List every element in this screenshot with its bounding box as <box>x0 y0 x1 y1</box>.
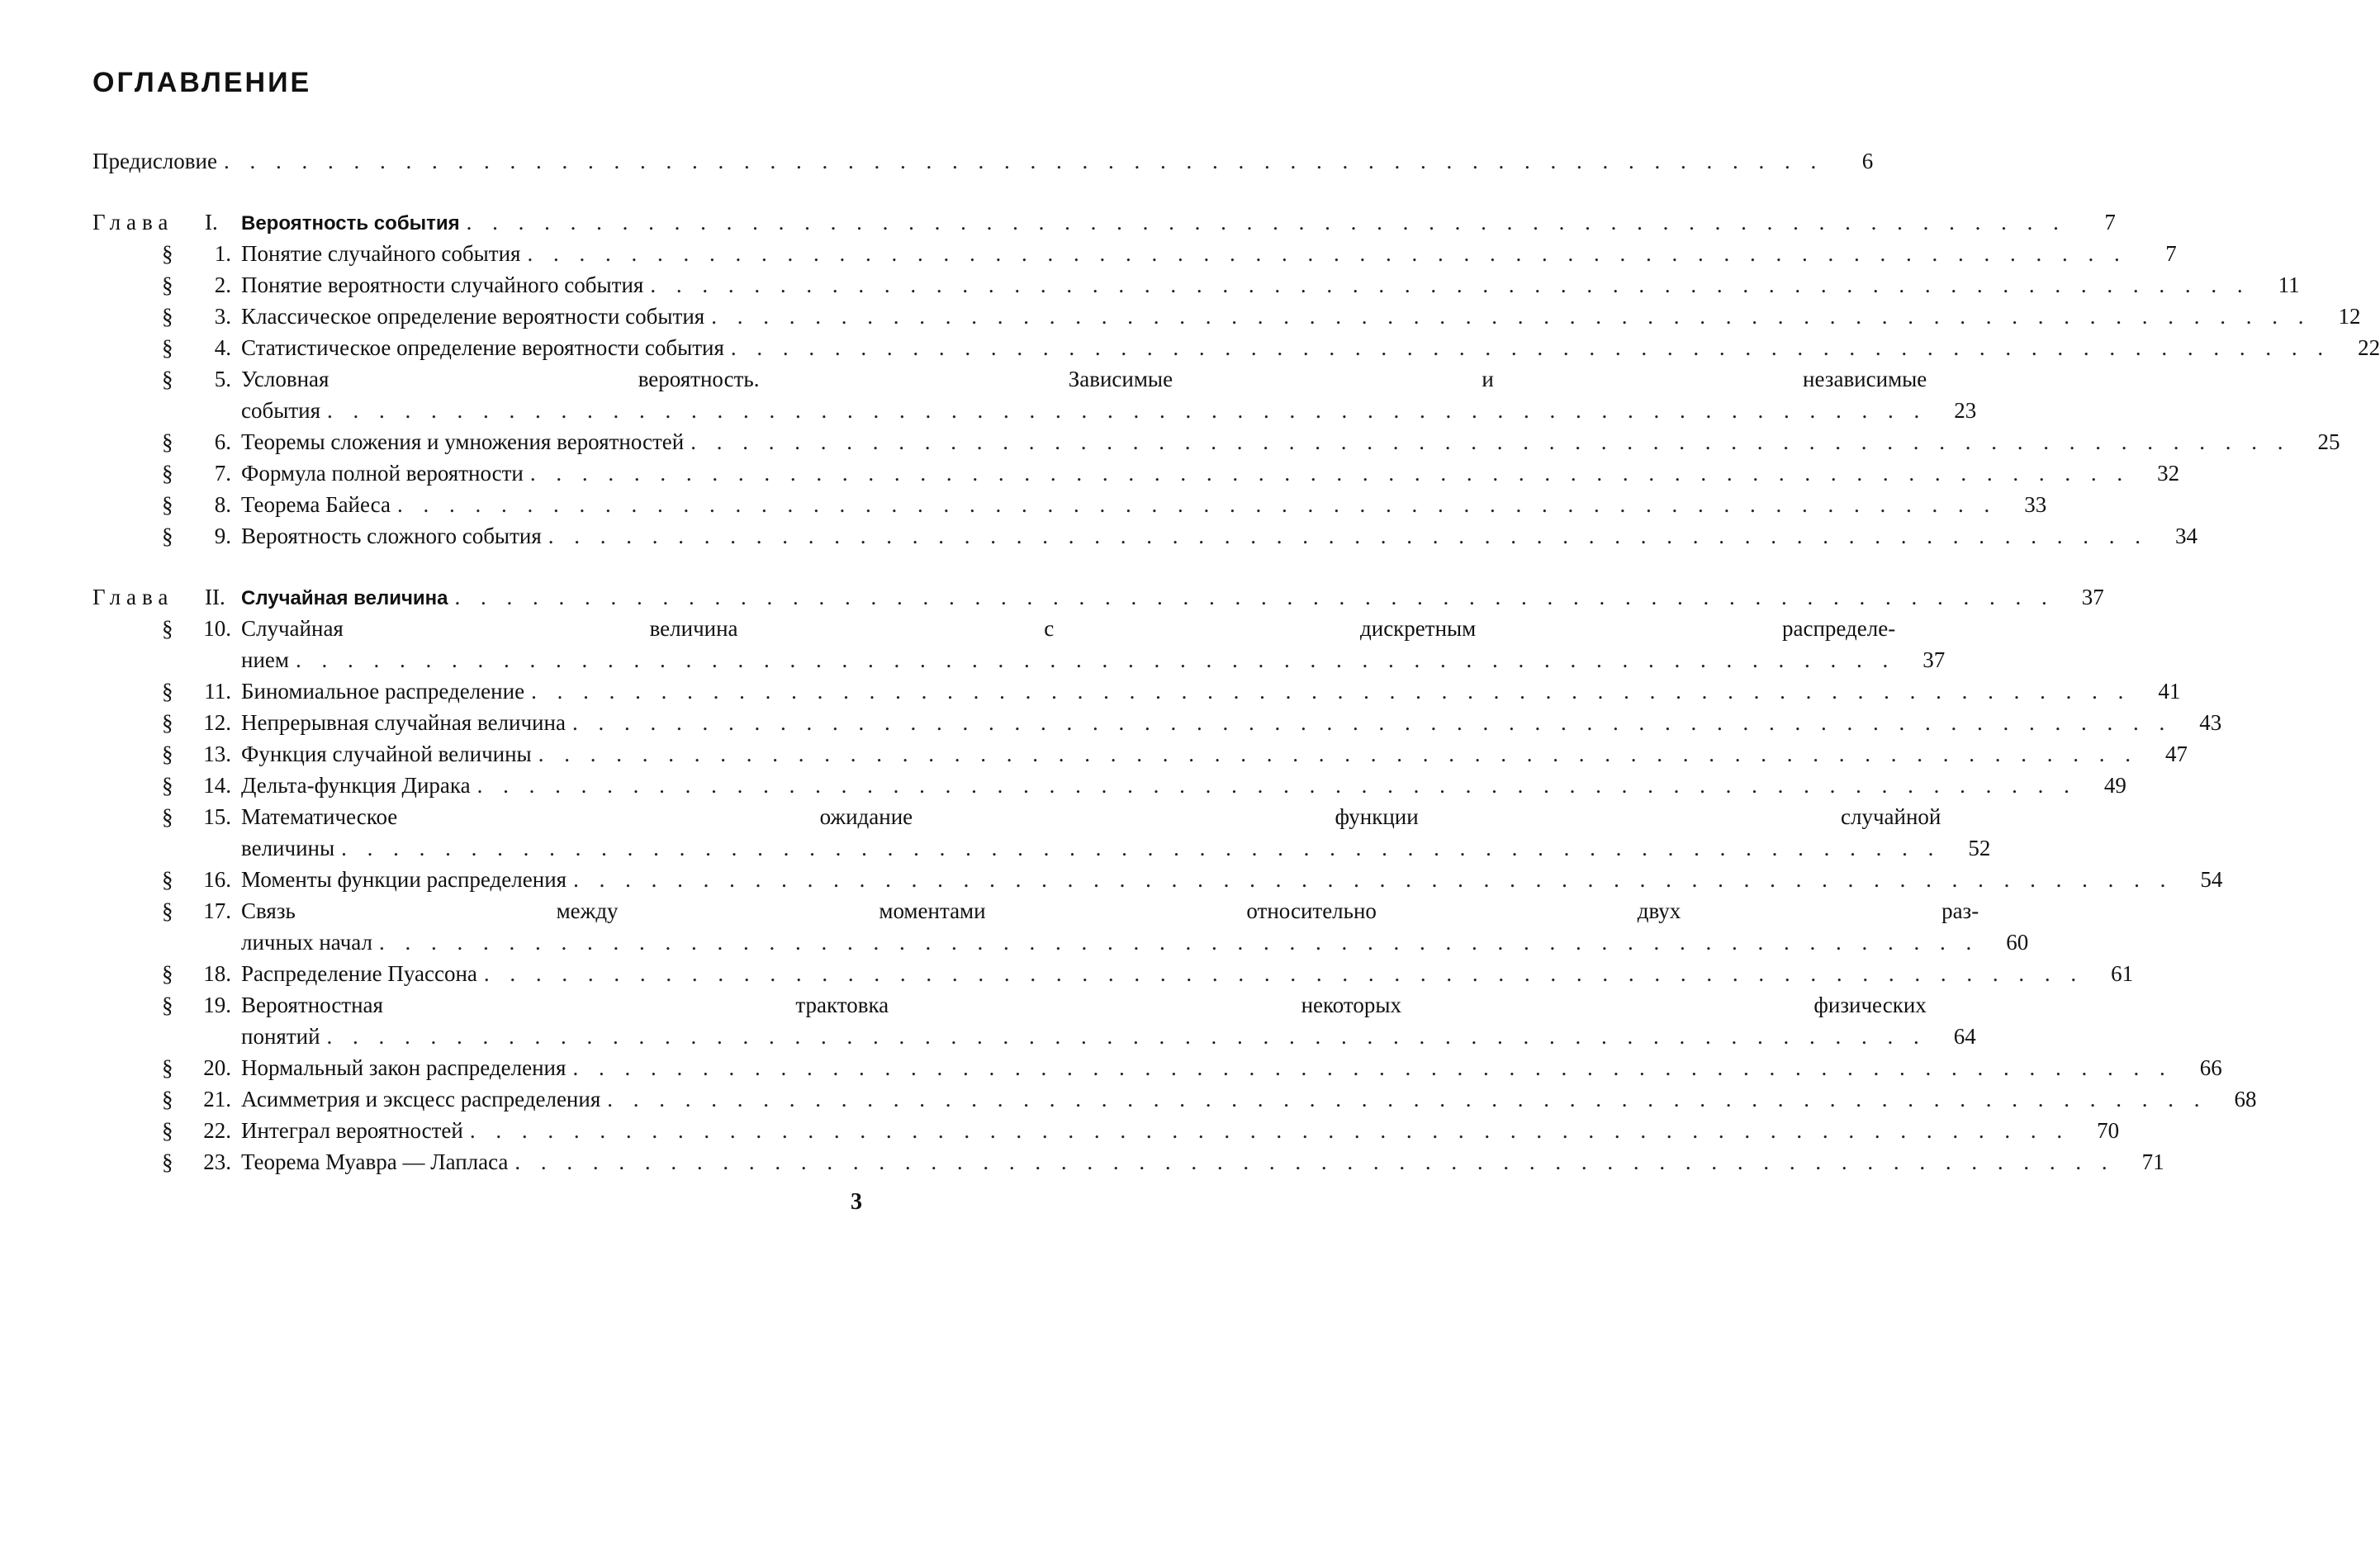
section-number: 22. <box>203 1118 231 1143</box>
section-number: 15. <box>203 804 231 829</box>
chapter-1 <box>92 206 2380 552</box>
section-title: Теорема Байеса <box>241 492 391 517</box>
section-title: понятий <box>241 1024 320 1049</box>
section-title-line: Условная вероятность. Зависимые и независимые <box>241 367 1927 391</box>
section-last-line <box>241 675 2180 707</box>
section-sign: § <box>162 679 173 704</box>
section-sign: § <box>162 492 173 517</box>
leader-dots <box>531 675 2131 707</box>
toc-entry-section[interactable] <box>162 238 2177 269</box>
section-sign: § <box>162 773 173 798</box>
section-page: 11 <box>2278 273 2300 297</box>
section-sign: § <box>162 742 173 766</box>
toc-entry-section[interactable] <box>162 707 2222 738</box>
section-page: 49 <box>2103 773 2126 798</box>
section-title: нием <box>241 647 289 672</box>
section-number: 5. <box>214 367 231 391</box>
sections-list <box>162 238 2380 552</box>
chapter-number: II. <box>205 585 225 609</box>
section-page: 54 <box>2200 867 2223 892</box>
section-number: 7. <box>214 461 231 486</box>
leader-dots <box>690 426 2290 457</box>
chapter-heading-row[interactable] <box>92 581 2104 613</box>
leader-dots <box>572 1052 2172 1083</box>
section-body <box>241 301 2360 332</box>
preface-title: Предисловие <box>92 149 217 173</box>
section-page: 66 <box>2199 1055 2222 1080</box>
leader-dots <box>379 927 1979 958</box>
chapters-list <box>92 206 2380 1178</box>
toc-entry-section[interactable] <box>162 1146 2164 1178</box>
leader-dots <box>397 489 1997 520</box>
preface-page: 6 <box>1861 149 1874 173</box>
section-page: 12 <box>2338 304 2361 329</box>
toc-entry-section[interactable] <box>162 989 1976 1052</box>
section-title: события <box>241 398 321 423</box>
section-title: Понятие вероятности случайного события <box>241 273 644 297</box>
toc-entry-section[interactable] <box>162 675 2181 707</box>
section-last-line <box>241 426 2340 457</box>
section-page: 64 <box>1953 1024 1976 1049</box>
section-number: 18. <box>203 961 231 986</box>
section-last-line <box>241 738 2188 770</box>
chapter-prefix: Глава <box>92 210 174 235</box>
section-title: Биномиальное распределение <box>241 679 525 704</box>
section-title: Статистическое определение вероятности события <box>241 335 724 360</box>
section-title: Непрерывная случайная величина <box>241 710 566 735</box>
section-last-line <box>241 770 2126 801</box>
section-title-line: Вероятностная трактовка некоторых физических <box>241 993 1927 1017</box>
section-page: 41 <box>2158 679 2181 704</box>
section-title: Распределение Пуассона <box>241 961 477 986</box>
toc-entry-section[interactable] <box>162 864 2223 895</box>
section-body <box>241 489 2046 520</box>
section-page: 25 <box>2317 429 2340 454</box>
leader-dots <box>341 832 1941 864</box>
section-last-line <box>241 958 2133 989</box>
chapter-heading-row[interactable] <box>92 206 2116 238</box>
section-number: 4. <box>214 335 231 360</box>
toc-entry-section[interactable] <box>162 457 2180 489</box>
toc-entry-section[interactable] <box>162 958 2134 989</box>
section-title: Понятие случайного события <box>241 241 521 266</box>
section-title: Вероятность сложного события <box>241 524 542 548</box>
section-last-line <box>241 707 2221 738</box>
section-number: 9. <box>214 524 231 548</box>
toc-entry-section[interactable] <box>162 301 2361 332</box>
section-title: Нормальный закон распределения <box>241 1055 567 1080</box>
section-page: 43 <box>2199 710 2222 735</box>
section-page: 22 <box>2358 335 2380 360</box>
section-body <box>241 520 2197 552</box>
section-sign: § <box>162 524 173 548</box>
section-number: 17. <box>203 898 231 923</box>
chapter-2 <box>92 581 2257 1178</box>
section-sign: § <box>162 1087 173 1111</box>
section-sign: § <box>162 367 173 391</box>
section-last-line <box>241 301 2360 332</box>
section-sign: § <box>162 304 173 329</box>
section-number: 2. <box>214 273 231 297</box>
section-body <box>241 770 2126 801</box>
toc-entry-section[interactable] <box>162 770 2126 801</box>
section-body <box>241 1115 2119 1146</box>
section-title: Асимметрия и эксцесс распределения <box>241 1087 601 1111</box>
chapter-page: 7 <box>2104 210 2116 235</box>
section-last-line <box>241 864 2222 895</box>
leader-dots <box>572 707 2172 738</box>
section-page: 7 <box>2165 241 2177 266</box>
section-sign: § <box>162 1118 173 1143</box>
section-body <box>241 1146 2164 1178</box>
chapter-prefix: Глава <box>92 585 174 609</box>
section-last-line <box>241 1083 2257 1115</box>
section-number: 21. <box>203 1087 231 1111</box>
section-last-line <box>241 269 2300 301</box>
leader-dots <box>454 581 2054 613</box>
section-page: 34 <box>2175 524 2197 548</box>
section-page: 70 <box>2097 1118 2120 1143</box>
section-number: 13. <box>203 742 231 766</box>
section-sign: § <box>162 616 173 641</box>
section-sign: § <box>162 1055 173 1080</box>
section-title: личных начал <box>241 930 372 955</box>
section-number: 11. <box>204 679 231 704</box>
section-number: 16. <box>203 867 231 892</box>
section-page: 60 <box>2006 930 2029 955</box>
section-body <box>241 363 1976 426</box>
section-number: 14. <box>203 773 231 798</box>
leader-dots <box>527 238 2126 269</box>
section-page: 47 <box>2164 742 2188 766</box>
section-title-line: Случайная величина с дискретным распределе- <box>241 616 1896 641</box>
toc-entry-section[interactable] <box>162 1083 2257 1115</box>
toc-entry-section[interactable] <box>162 895 2029 958</box>
section-body <box>241 269 2300 301</box>
section-last-line <box>241 489 2046 520</box>
chapter-title: Вероятность события <box>241 212 460 235</box>
section-number: 20. <box>203 1055 231 1080</box>
toc-page <box>92 50 2380 1178</box>
section-title-line: Связь между моментами относительно двух раз- <box>241 898 1979 923</box>
section-title: Функция случайной величины <box>241 742 532 766</box>
section-page: 37 <box>1922 647 1946 672</box>
section-body <box>241 457 2179 489</box>
toc-entry-section[interactable] <box>162 520 2197 552</box>
section-body <box>241 426 2340 457</box>
leader-dots <box>607 1083 2207 1115</box>
section-page: 61 <box>2111 961 2134 986</box>
toc-heading: ОГЛАВЛЕНИЕ <box>92 67 312 98</box>
toc-entry-section[interactable] <box>162 801 1991 864</box>
section-body <box>241 801 1990 864</box>
section-title: Теоремы сложения и умножения вероятностей <box>241 429 685 454</box>
chapter-page: 37 <box>2081 585 2104 609</box>
section-last-line <box>241 238 2177 269</box>
section-page: 68 <box>2234 1087 2257 1111</box>
toc-entry-section[interactable] <box>162 1052 2222 1083</box>
section-sign: § <box>162 241 173 266</box>
section-number: 23. <box>203 1149 231 1174</box>
section-body <box>241 332 2380 363</box>
section-body <box>241 675 2180 707</box>
section-page: 71 <box>2141 1149 2164 1174</box>
leader-dots <box>530 457 2130 489</box>
section-page: 33 <box>2024 492 2047 517</box>
section-body <box>241 1052 2222 1083</box>
section-title: величины <box>241 836 335 860</box>
section-page: 52 <box>1968 836 1991 860</box>
section-sign: § <box>162 429 173 454</box>
page-number: 3 <box>851 1189 862 1215</box>
section-body <box>241 738 2188 770</box>
chapter-number: I. <box>205 210 218 235</box>
section-body <box>241 989 1976 1052</box>
chapter-title: Случайная величина <box>241 587 448 609</box>
section-title: Дельта-функция Дирака <box>241 773 471 798</box>
section-page: 32 <box>2157 461 2180 486</box>
leader-dots <box>477 770 2077 801</box>
section-last-line <box>241 927 2028 958</box>
section-last-line <box>241 1115 2119 1146</box>
section-title-line: Математическое ожидание функции случайной <box>241 804 1941 829</box>
leader-dots <box>573 864 2173 895</box>
section-sign: § <box>162 961 173 986</box>
section-sign: § <box>162 273 173 297</box>
section-sign: § <box>162 335 173 360</box>
section-sign: § <box>162 867 173 892</box>
section-sign: § <box>162 898 173 923</box>
sections-list <box>162 613 2257 1178</box>
section-sign: § <box>162 804 173 829</box>
section-page: 23 <box>1954 398 1977 423</box>
leader-dots <box>650 269 2250 301</box>
toc-entry-section[interactable] <box>162 738 2188 770</box>
section-body <box>241 238 2177 269</box>
section-sign: § <box>162 461 173 486</box>
section-body <box>241 864 2222 895</box>
section-last-line <box>241 1021 1976 1052</box>
toc-entry-preface[interactable] <box>92 145 1874 177</box>
section-number: 3. <box>214 304 231 329</box>
section-number: 8. <box>214 492 231 517</box>
section-body <box>241 1083 2257 1115</box>
leader-dots <box>327 395 1927 426</box>
leader-dots <box>327 1021 1927 1052</box>
section-title: Моменты функции распределения <box>241 867 567 892</box>
toc-entry-section[interactable] <box>162 1115 2120 1146</box>
section-title: Интеграл вероятностей <box>241 1118 463 1143</box>
section-last-line <box>241 1146 2164 1178</box>
section-last-line <box>241 457 2179 489</box>
section-body <box>241 707 2221 738</box>
section-last-line <box>241 832 1990 864</box>
section-number: 1. <box>214 241 231 266</box>
section-sign: § <box>162 993 173 1017</box>
section-number: 19. <box>203 993 231 1017</box>
toc-entry-section[interactable] <box>162 426 2340 457</box>
section-last-line <box>241 644 1945 675</box>
section-title: Теорема Муавра — Лапласа <box>241 1149 509 1174</box>
toc-entry-section[interactable] <box>162 489 2047 520</box>
section-last-line <box>241 332 2380 363</box>
toc-entry-section[interactable] <box>162 363 1977 426</box>
leader-dots <box>538 738 2138 770</box>
section-last-line <box>241 1052 2222 1083</box>
toc-entry-section[interactable] <box>162 269 2300 301</box>
section-body <box>241 895 2028 958</box>
leader-dots <box>470 1115 2069 1146</box>
leader-dots <box>224 145 1823 177</box>
section-title: Классическое определение вероятности события <box>241 304 705 329</box>
leader-dots <box>467 206 2066 238</box>
section-body <box>241 613 1945 675</box>
leader-dots <box>731 332 2330 363</box>
toc-entry-section[interactable] <box>162 332 2380 363</box>
leader-dots <box>514 1146 2114 1178</box>
section-body <box>241 958 2133 989</box>
section-last-line <box>241 395 1976 426</box>
section-last-line <box>241 520 2197 552</box>
leader-dots <box>484 958 2084 989</box>
leader-dots <box>548 520 2148 552</box>
section-number: 10. <box>203 616 231 641</box>
leader-dots <box>296 644 1895 675</box>
toc-entry-section[interactable] <box>162 613 1946 675</box>
section-title: Формула полной вероятности <box>241 461 524 486</box>
section-sign: § <box>162 1149 173 1174</box>
section-number: 6. <box>214 429 231 454</box>
section-sign: § <box>162 710 173 735</box>
leader-dots <box>711 301 2311 332</box>
section-number: 12. <box>203 710 231 735</box>
